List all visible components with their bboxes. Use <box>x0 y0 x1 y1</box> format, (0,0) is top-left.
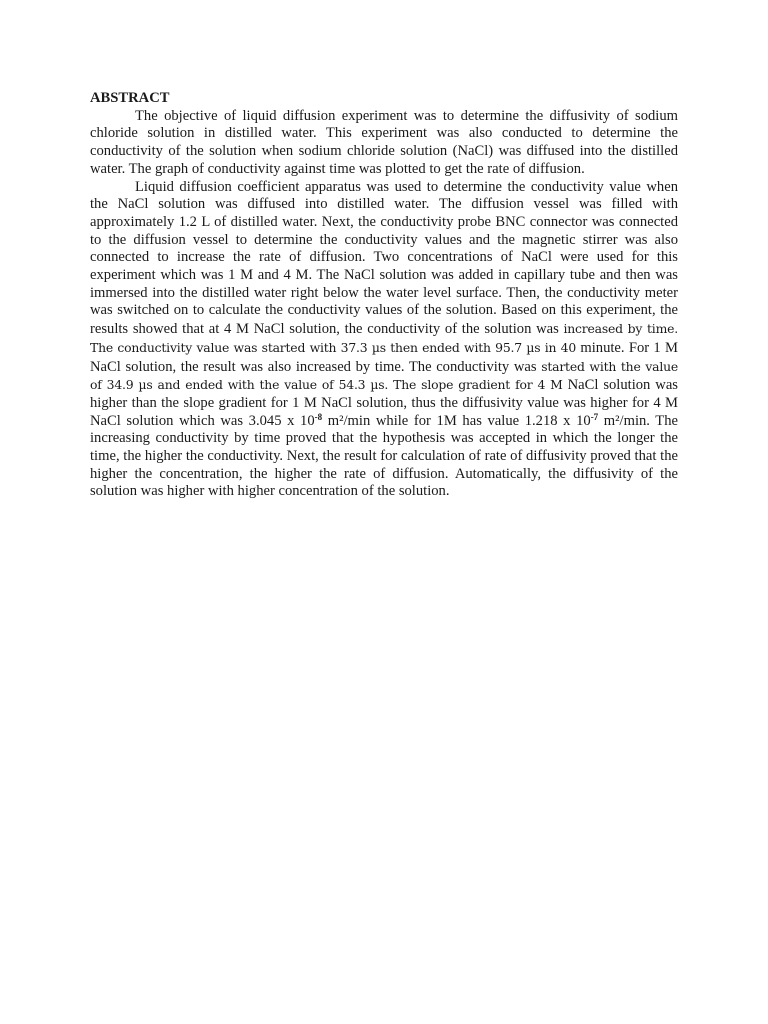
paragraph-text: minute. For 1 M NaCl solution, the result was also increased by time. The conductivity was <box>90 339 679 375</box>
document-page <box>90 90 678 501</box>
abstract-paragraph-1 <box>90 108 678 179</box>
paragraph-text: The objective of liquid diffusion experiment was to determine the diffusivity of sodium chloride solution in distilled water. This experiment was also conducted to determine the conductivity of the solution when sodium chloride solution (NaCl) was diffused into the distilled water. The graph of conductivity against time was plotted to get the rate of diffusion. <box>90 107 678 177</box>
abstract-paragraph-2 <box>90 179 678 502</box>
conductivity-1m-text: started with the value of 34.9 µs and ended with the value of 54.3 µs. The slope gradient for 4 M <box>90 358 679 393</box>
paragraph-text: m²/min while for 1M has value 1.218 x 10 <box>322 412 591 429</box>
paragraph-text: m²/min. The increasing conductivity by time proved that the hypothesis was accepted in which the longer the time, the higher the conductivity. Next, the result for calculation of rate of diffusivity proved that the higher the concentration, the higher the rate of diffusion. Automatically, the diffusivity of the solution was higher with higher concentration of the solution. <box>90 412 678 500</box>
conductivity-4m-text: increased by time. The conductivity value was started with 37.3 µs then ended with 95.7 µs in 40 <box>90 321 678 355</box>
exponent-4m: -8 <box>314 411 323 422</box>
paragraph-text: Liquid diffusion coefficient apparatus was used to determine the conductivity value when the NaCl solution was diffused into distilled water. The diffusion vessel was filled with approximately 1.2 L of distilled water. Next, the conductivity probe BNC connector was connected to the diffusion vessel to determine the conductivity values and the magnetic stirrer was also connected to increase the rate of diffusion. Two concentrations of NaCl were used for this experiment which was 1 M and 4 M. The NaCl solution was added in capillary tube and then was immersed into the distilled water right below the water level surface. Then, the conductivity meter was switched on to calculate the conductivity values of the solution. Based on this experiment, the results showed that at 4 M NaCl solution, the conductivity of the solution was <box>90 178 678 338</box>
paragraph-text: NaCl solution was higher than the slope gradient for 1 M NaCl solution, thus the diffusivity value was higher for 4 M NaCl solution which was 3.045 x 10 <box>90 377 678 429</box>
exponent-1m: -7 <box>590 411 599 422</box>
abstract-heading: ABSTRACT <box>90 90 170 106</box>
